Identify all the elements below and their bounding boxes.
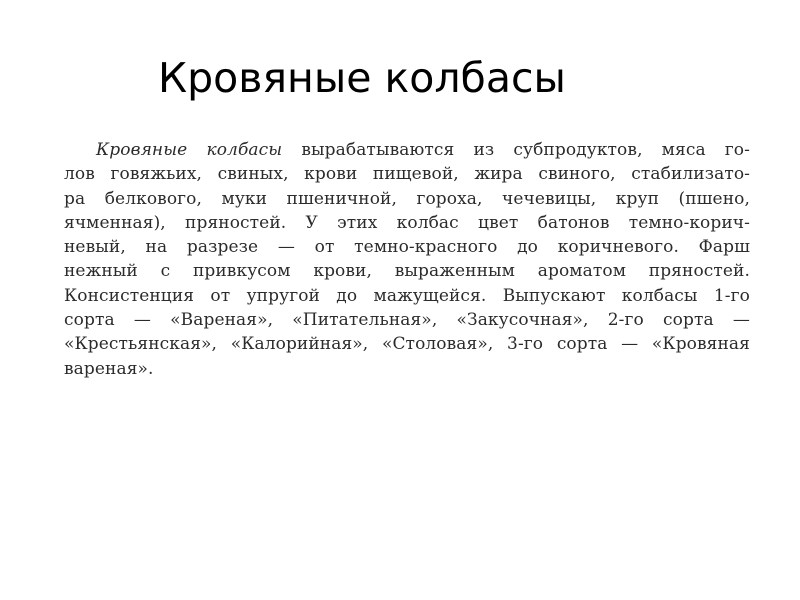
slide-title: Кровяные колбасы	[158, 54, 566, 102]
body-text	[64, 138, 750, 381]
text-line-5: невый, на разрезе — от темно-красного до коричневого. Фарш	[64, 237, 750, 258]
text-line-1	[64, 138, 750, 162]
text-line-9: «Крестьянская», «Калорийная», «Столовая», 3-го сорта — «Кровяная	[64, 334, 750, 355]
text-line-7: Консистенция от упругой до мажущейся. Выпускают колбасы 1-го	[64, 285, 750, 306]
text-line-2: лов говяжьих, свиных, крови пищевой, жира свиного, стабилизато-	[64, 164, 750, 185]
text-line-4: ячменная), пряностей. У этих колбас цвет батонов темно-корич-	[64, 212, 750, 233]
text-line-10: вареная».	[64, 358, 154, 379]
text-line-1-rest: вырабатываются из субпродуктов, мяса го-	[282, 140, 750, 160]
text-line-8: сорта — «Вареная», «Питательная», «Закусочная», 2-го сорта —	[64, 310, 750, 331]
text-line-3: ра белкового, муки пшеничной, гороха, чечевицы, круп (пшено,	[64, 188, 750, 209]
text-line-6: нежный с привкусом крови, выраженным ароматом пряностей.	[64, 261, 750, 282]
lead-term: Кровяные колбасы	[96, 140, 283, 160]
